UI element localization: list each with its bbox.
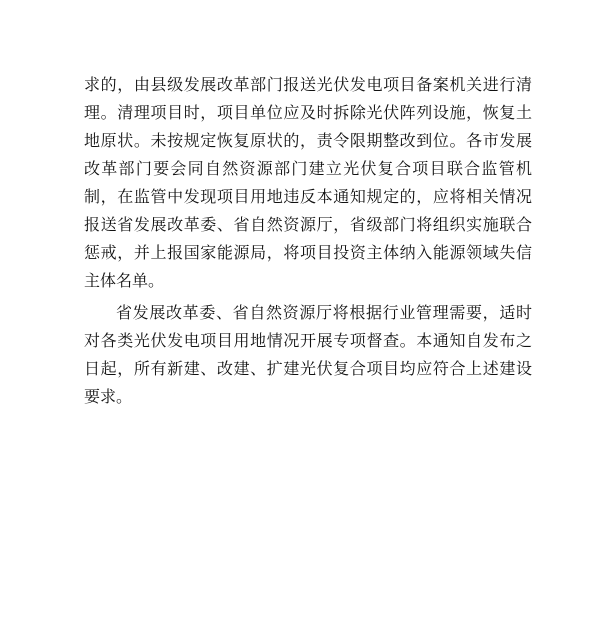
text-line: 惩戒，并上报国家能源局，将项目投资主体纳入能源领域失信 [84, 243, 532, 262]
text-line: 要求。 [84, 387, 133, 406]
text-line: 改革部门要会同自然资源部门建立光伏复合项目联合监管机 [84, 159, 532, 178]
text-line: 地原状。未按规定恢复原状的，责令限期整改到位。各市发展 [84, 131, 532, 150]
text-line: 省发展改革委、省自然资源厅将根据行业管理需要，适时 [116, 303, 532, 322]
paragraph-2 [84, 299, 532, 411]
document-body [84, 71, 532, 411]
text-line: 理。清理项目时，项目单位应及时拆除光伏阵列设施，恢复土 [84, 103, 532, 122]
paragraph-1 [84, 71, 532, 295]
text-line: 主体名单。 [84, 271, 165, 290]
text-line: 日起，所有新建、改建、扩建光伏复合项目均应符合上述建设 [84, 359, 532, 378]
text-line: 对各类光伏发电项目用地情况开展专项督查。本通知自发布之 [84, 331, 532, 350]
text-line: 报送省发展改革委、省自然资源厅，省级部门将组织实施联合 [84, 215, 532, 234]
text-line: 制，在监管中发现项目用地违反本通知规定的，应将相关情况 [84, 187, 532, 206]
text-line: 求的，由县级发展改革部门报送光伏发电项目备案机关进行清 [84, 75, 532, 94]
